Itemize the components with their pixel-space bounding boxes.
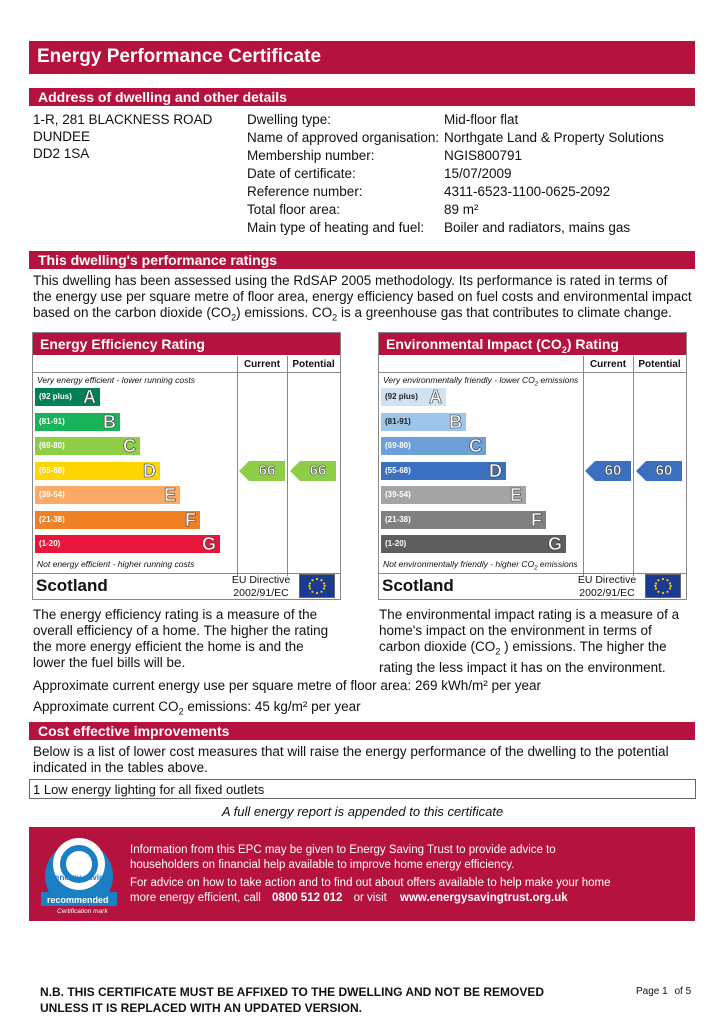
rating-band-d [35, 462, 160, 480]
intro-text: is a greenhouse gas that contributes to climate change. [337, 305, 672, 320]
rating-band-e [381, 486, 526, 504]
eu-flag-icon [645, 574, 681, 598]
subscript: 2 [178, 706, 184, 717]
band-letter: C [123, 436, 136, 456]
footer-line: N.B. THIS CERTIFICATE MUST BE AFFIXED TO THE DWELLING AND NOT BE REMOVED [40, 985, 544, 999]
desc-line: home's impact on the environment in terms of [379, 623, 652, 638]
detail-value: 4311-6523-1100-0625-2092 [444, 184, 611, 199]
divider [33, 573, 340, 574]
band-range: (69-80) [385, 441, 411, 450]
logo-text: recommended [47, 895, 109, 905]
subscript: 2 [231, 312, 237, 323]
improvements-intro [33, 744, 703, 776]
approx-energy-use: Approximate current energy use per square metre of floor area: 269 kWh/m² per year [33, 678, 541, 693]
desc-line: the more energy efficient the home is and the [33, 639, 304, 654]
desc-line: rating the less impact it has on the environment. [379, 659, 666, 675]
intro-line [33, 305, 703, 326]
divider [633, 356, 634, 576]
potential-rating-arrow [636, 461, 682, 481]
rating-band-g [35, 535, 220, 553]
est-info-line: householders on financial help available to improve home energy efficiency. [130, 859, 515, 871]
top-note: Very energy efficient - lower running costs [37, 375, 195, 385]
band-letter: G [547, 534, 562, 554]
potential-column-header: Potential [292, 359, 335, 370]
address-block [33, 111, 212, 162]
detail-label: Main type of heating and fuel: [247, 220, 425, 235]
band-letter: D [489, 460, 502, 481]
env-title-text: Environmental Impact (CO [386, 336, 562, 352]
current-column-header: Current [589, 359, 627, 370]
potential-rating-value: 66 [309, 461, 327, 479]
detail-value: Boiler and radiators, mains gas [444, 220, 631, 235]
current-column-header: Current [243, 359, 281, 370]
eu-directive-line: 2002/91/EC [233, 587, 289, 599]
detail-label: Date of certificate: [247, 166, 356, 181]
potential-column-header: Potential [638, 359, 681, 370]
env-chart-title [379, 333, 686, 355]
desc-line: overall efficiency of a home. The higher the rating [33, 623, 329, 638]
page-number [636, 986, 691, 997]
energy-rating-description [33, 607, 343, 671]
current-rating-arrow [585, 461, 631, 481]
detail-row [247, 130, 697, 148]
band-range: (39-54) [39, 490, 65, 499]
country-label: Scotland [382, 576, 454, 595]
env-title-text: ) Rating [566, 336, 619, 352]
eu-directive-line: EU Directive [231, 574, 291, 586]
subscript: 2 [534, 381, 539, 388]
environmental-impact-chart [378, 332, 687, 600]
address-line: DUNDEE [33, 129, 91, 144]
band-letter: B [449, 411, 462, 432]
rating-band-e [35, 486, 180, 504]
band-range: (21-38) [385, 514, 411, 524]
band-letter: A [429, 387, 442, 407]
env-rating-description [379, 607, 699, 676]
est-banner [29, 827, 695, 921]
band-letter: F [185, 509, 196, 530]
band-letter: E [509, 485, 522, 505]
band-range: (55-68) [385, 465, 411, 475]
detail-row [247, 112, 697, 130]
improvement-item: 1 Low energy lighting for all fixed outlets [29, 779, 696, 799]
rating-band-b [35, 413, 120, 431]
detail-row [247, 184, 697, 202]
band-range: (81-91) [39, 416, 65, 426]
potential-rating-arrow [290, 461, 336, 481]
address-line: DD2 1SA [33, 146, 90, 161]
bottom-note: Not energy efficient - higher running costs [37, 559, 195, 569]
rating-band-g [381, 535, 566, 553]
improvements-heading: Cost effective improvements [29, 722, 695, 740]
est-text: more energy efficient, call [130, 892, 261, 904]
divider [287, 356, 288, 576]
band-range: (1-20) [39, 539, 61, 548]
rating-band-c [35, 437, 140, 455]
detail-label: Name of approved organisation: [247, 130, 440, 145]
appended-note: A full energy report is appended to this certificate [221, 804, 504, 819]
band-letter: A [83, 387, 96, 407]
energy-saving-recommended-logo [37, 830, 121, 918]
detail-row [247, 148, 697, 166]
band-range: (21-38) [39, 514, 65, 524]
detail-value: NGIS800791 [444, 148, 523, 163]
page-current: 1 [662, 986, 668, 997]
energy-efficiency-chart [32, 332, 341, 600]
logo-text: energy saving [55, 873, 109, 882]
detail-value: Northgate Land & Property Solutions [444, 130, 664, 145]
intro-line: indicated in the tables above. [33, 760, 208, 775]
detail-label: Dwelling type: [247, 112, 332, 127]
top-note [383, 375, 578, 388]
band-range: (55-68) [39, 465, 65, 475]
footer-notice [40, 984, 544, 1016]
rating-band-a [381, 388, 446, 406]
approx-co2 [33, 699, 361, 720]
detail-label: Reference number: [247, 184, 363, 199]
current-rating-arrow [239, 461, 285, 481]
note-text: emissions [537, 559, 578, 569]
divider [237, 356, 238, 576]
subscript: 2 [495, 646, 501, 657]
band-letter: D [143, 460, 156, 481]
subscript: 2 [534, 565, 538, 572]
divider [379, 573, 686, 574]
intro-line: Below is a list of lower cost measures that will raise the energy performance of the dwelling to the potential [33, 744, 669, 759]
note-text: Not environmentally friendly - higher CO [383, 559, 535, 569]
current-rating-value: 60 [604, 461, 622, 479]
est-info-line: For advice on how to take action and to find out about offers available to help make your home [130, 877, 611, 889]
performance-intro [33, 273, 703, 326]
rating-band-f [381, 511, 546, 529]
subscript: 2 [561, 344, 567, 355]
page-title: Energy Performance Certificate [29, 41, 695, 74]
band-letter: E [163, 485, 176, 505]
detail-value: Mid-floor flat [444, 112, 519, 127]
desc-text: carbon dioxide (CO [379, 639, 496, 654]
energy-chart-title: Energy Efficiency Rating [33, 333, 340, 355]
est-website-link[interactable]: www.energysavingtrust.org.uk [400, 892, 568, 904]
band-range: (69-80) [39, 441, 65, 450]
potential-rating-value: 60 [655, 461, 673, 479]
note-text: emissions [538, 375, 579, 385]
eu-directive-line: 2002/91/EC [579, 587, 635, 599]
subscript: 2 [332, 312, 338, 323]
band-range: (1-20) [385, 539, 407, 548]
rating-band-a [35, 388, 100, 406]
address-section-heading: Address of dwelling and other details [29, 88, 695, 106]
band-letter: C [469, 436, 482, 456]
detail-label: Total floor area: [247, 202, 341, 217]
performance-section-heading: This dwelling's performance ratings [29, 251, 695, 269]
intro-line: This dwelling has been assessed using the RdSAP 2005 methodology. Its performance is rated in terms of [33, 273, 668, 288]
bottom-note [383, 559, 578, 572]
page-of: of [674, 986, 683, 997]
rating-band-f [35, 511, 200, 529]
detail-value: 89 m² [444, 202, 479, 217]
desc-line: The energy efficiency rating is a measure of the [33, 607, 318, 622]
band-range: (81-91) [385, 416, 411, 426]
intro-text: based on the carbon dioxide (CO [33, 305, 232, 320]
band-range: (92 plus) [39, 392, 72, 401]
detail-label: Membership number: [247, 148, 375, 163]
desc-line [379, 639, 699, 660]
est-phone: 0800 512 012 [272, 892, 343, 904]
approx-co2-text: Approximate current CO [33, 699, 179, 714]
est-info-line [130, 891, 568, 906]
desc-line: lower the fuel bills will be. [33, 655, 186, 670]
est-info-line: Information from this EPC may be given to Energy Saving Trust to provide advice to [130, 844, 556, 856]
detail-row [247, 220, 697, 238]
rating-band-c [381, 437, 486, 455]
rating-band-d [381, 462, 506, 480]
band-letter: F [531, 509, 542, 530]
band-range: (92 plus) [385, 392, 418, 401]
address-line: 1-R, 281 BLACKNESS ROAD [33, 112, 213, 127]
logo-text: Certification mark [57, 908, 108, 915]
band-range: (39-54) [385, 490, 411, 499]
country-label: Scotland [36, 576, 108, 595]
est-text: or visit [353, 892, 387, 904]
desc-line: The environmental impact rating is a measure of a [379, 607, 680, 622]
current-rating-value: 66 [258, 461, 276, 479]
eu-flag-icon [299, 574, 335, 598]
detail-value: 15/07/2009 [444, 166, 512, 181]
footer-line: UNLESS IT IS REPLACED WITH AN UPDATED VERSION. [40, 1001, 363, 1015]
detail-row [247, 166, 697, 184]
rating-band-b [381, 413, 466, 431]
page-total: 5 [685, 986, 692, 997]
detail-row [247, 202, 697, 220]
band-letter: B [103, 411, 116, 432]
page-word: Page [636, 986, 660, 997]
eu-directive [229, 574, 293, 600]
divider [583, 356, 584, 576]
note-text: Very environmentally friendly - lower CO [383, 375, 535, 385]
intro-line: the energy use per square metre of floor area, energy efficiency based on fuel costs and environmental impact [33, 289, 692, 304]
eu-directive [575, 574, 639, 600]
eu-directive-line: EU Directive [577, 574, 637, 586]
approx-co2-text: emissions: 45 kg/m² per year [183, 699, 361, 714]
band-letter: G [201, 534, 216, 554]
intro-text: ) emissions. CO [236, 305, 333, 320]
desc-text: ) emissions. The higher the [500, 639, 667, 654]
